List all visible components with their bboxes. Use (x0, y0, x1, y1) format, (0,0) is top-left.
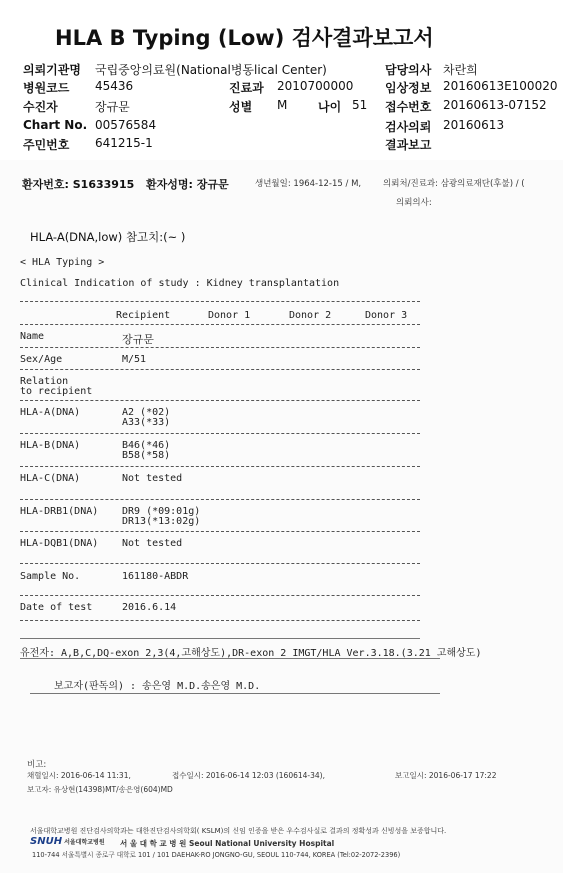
reported-time: 보고일시: 2016-06-17 17:22 (395, 771, 497, 780)
method-line: 유전자: A,B,C,DQ-exon 2,3(4,고해상도),DR-exon 2 IMGT/HLA Ver.3.18.(3.21 고해상도) (20, 648, 482, 659)
row-value: 2016.6.14 (122, 602, 177, 613)
row-value: M/51 (122, 354, 147, 365)
row-rule (20, 595, 420, 596)
row-value: B46(*46) (122, 440, 171, 451)
row-value: Not tested (122, 473, 183, 484)
column-recipient: Recipient (116, 310, 171, 321)
row-rule (20, 369, 420, 370)
row-label: Relation (20, 376, 69, 387)
header-value: 장규문 (95, 100, 130, 114)
row-value: Not tested (122, 538, 183, 549)
row-rule (20, 620, 420, 621)
footer-address: 110-744 서울특별시 종로구 대학로 101 / 101 DAEHAK-RO JONGNO-GU, SEOUL 110-744, KOREA (Tel:02-2072-2396) (32, 851, 401, 859)
footer-certification: 서울대학교병원 진단검사의학과는 대한진단검사의학회( KSLM)의 신임 인증을 받은 우수검사실로 결과의 정확성과 신빙성을 보증합니다. (30, 827, 447, 835)
row-label: Name (20, 331, 45, 342)
row-label: HLA-A(DNA) (20, 407, 81, 418)
header-rule (20, 324, 420, 325)
row-label: Sex/Age (20, 354, 63, 365)
row-label: HLA-DQB1(DNA) (20, 538, 99, 549)
header-label: 결과보고 (385, 138, 432, 152)
header-value: 20160613E100020 (443, 79, 558, 93)
row-label: HLA-B(DNA) (20, 440, 81, 451)
column-donor-3: Donor 3 (365, 310, 408, 321)
typing-header: < HLA Typing > (20, 257, 105, 268)
row-value: B58(*58) (122, 450, 171, 461)
header-value: 00576584 (95, 118, 157, 132)
patient-referrer: 의뢰처/진료과: 삼광의료재단(후불) / ( (383, 179, 525, 189)
header-label: 접수번호 (385, 100, 432, 114)
header-label: 성별 (229, 100, 253, 114)
header-label: 진료과 (229, 81, 264, 95)
header-label: 임상정보 (385, 81, 432, 95)
clinical-indication: Clinical Indication of study : Kidney transplantation (20, 278, 340, 289)
header-value: 20160613 (443, 118, 505, 132)
column-donor-1: Donor 1 (208, 310, 251, 321)
row-value: 161180-ABDR (122, 571, 189, 582)
row-rule (20, 433, 420, 434)
reporter-rule (30, 693, 440, 694)
header-label: 나이 (318, 100, 342, 114)
row-rule (20, 531, 420, 532)
table-bottom-rule (20, 638, 420, 639)
header-label: 병원코드 (23, 81, 70, 95)
header-label: 담당의사 (385, 63, 432, 77)
header-value: 51 (352, 98, 368, 112)
row-value: DR9 (*09:01g) (122, 506, 201, 517)
row-rule (20, 563, 420, 564)
received-time: 접수일시: 2016-06-14 12:03 (160614-34), (172, 771, 325, 780)
row-rule (20, 499, 420, 500)
collected-time: 채혈일시: 2016-06-14 11:31, (27, 771, 131, 780)
header-label: 주민번호 (23, 138, 70, 152)
row-rule (20, 400, 420, 401)
header-value: 2010700000 (277, 79, 354, 93)
snuh-logo: SNUH 서울대학교병원 (30, 836, 105, 847)
header-label: Chart No. (23, 118, 88, 132)
header-value: 국립중앙의료원(National병동lical Center) (95, 63, 327, 77)
patient-name: 환자성명: 장규문 (146, 178, 229, 191)
reporter-staff: 보고자: 유상현(14398)MT/송은영(604)MD (27, 785, 173, 794)
remark-label: 비고: (27, 760, 47, 770)
row-rule (20, 347, 420, 348)
header-value: 45436 (95, 79, 134, 93)
row-value: 장규문 (122, 333, 154, 346)
footer-hospital-name: 서 울 대 학 교 병 원 Seoul National University Hospital (120, 839, 335, 848)
row-value: DR13(*13:02g) (122, 516, 201, 527)
reporter-line: 보고자(판독의) : 송은영 M.D.송은영 M.D. (54, 681, 261, 692)
header-label: 의뢰기관명 (23, 63, 81, 77)
row-value: A2 (*02) (122, 407, 171, 418)
header-value: M (277, 98, 288, 112)
row-label: Sample No. (20, 571, 81, 582)
header-value: 차란희 (443, 63, 478, 77)
column-donor-2: Donor 2 (289, 310, 332, 321)
row-label: HLA-C(DNA) (20, 473, 81, 484)
patient-number: 환자번호: S1633915 (22, 178, 135, 191)
method-rule (20, 658, 440, 659)
row-rule (20, 466, 420, 467)
row-label: Date of test (20, 602, 93, 613)
row-label: HLA-DRB1(DNA) (20, 506, 99, 517)
section-title: HLA-A(DNA,low) 참고치:(~ ) (30, 230, 186, 244)
row-label: to recipient (20, 386, 93, 397)
header-label: 검사의뢰 (385, 120, 432, 134)
header-value: 20160613-07152 (443, 98, 547, 112)
referring-doctor: 의뢰의사: (396, 198, 432, 208)
report-title: HLA B Typing (Low) 검사결과보고서 (55, 26, 434, 50)
table-top-rule (20, 301, 420, 302)
row-value: A33(*33) (122, 417, 171, 428)
header-value: 641215-1 (95, 136, 153, 150)
header-label: 수진자 (23, 100, 58, 114)
patient-birth: 생년월일: 1964-12-15 / M, (255, 179, 362, 189)
